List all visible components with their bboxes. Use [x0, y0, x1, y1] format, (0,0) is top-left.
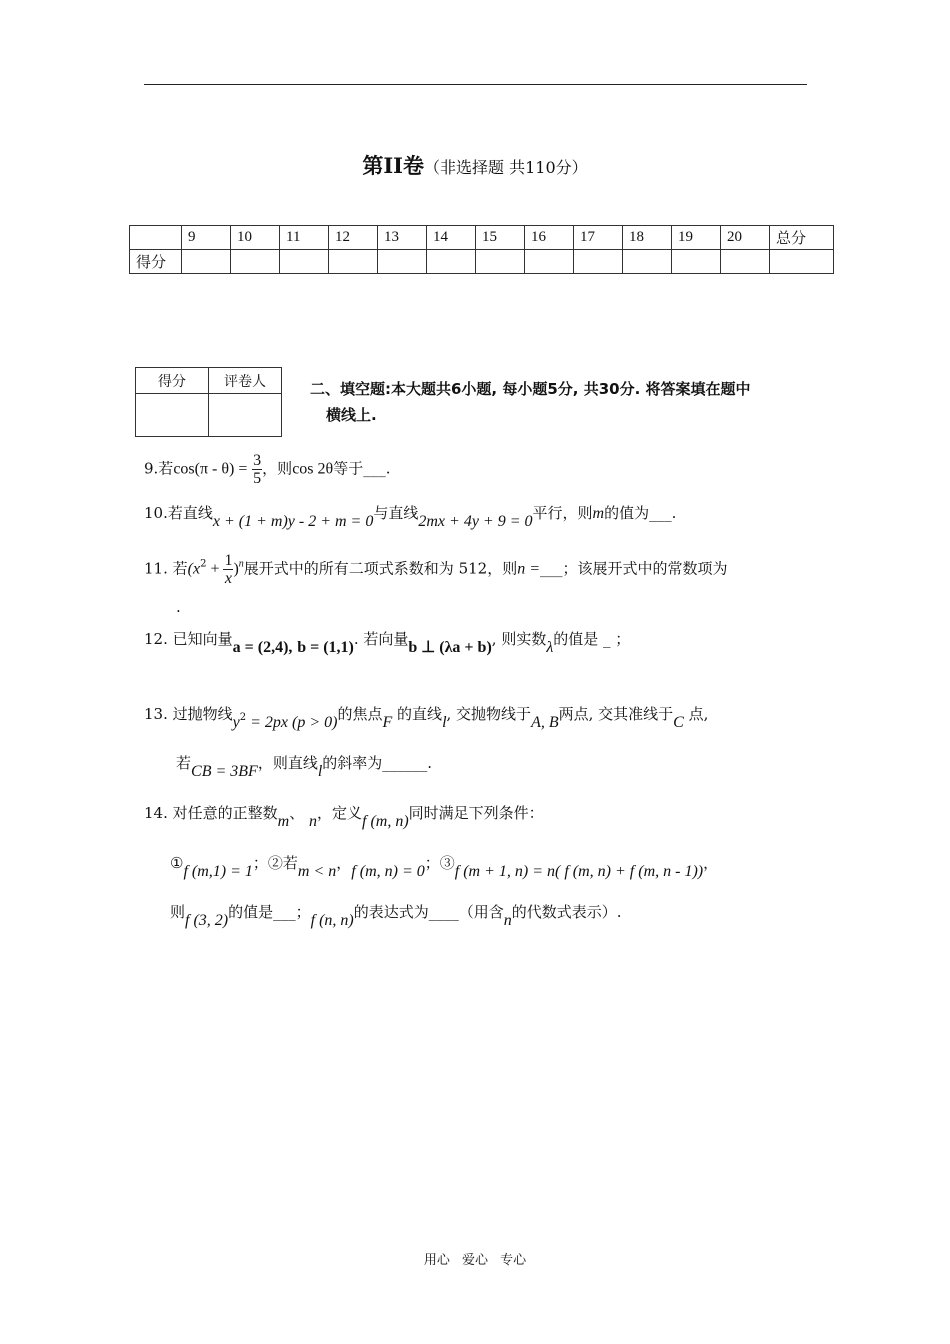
q10-var: m: [592, 505, 605, 522]
q13-t2: 的直线: [397, 705, 443, 723]
q13-l2: l: [317, 763, 323, 780]
q13-parab: y: [232, 714, 240, 731]
score-cell[interactable]: [721, 250, 770, 274]
score-header-cell: 15: [476, 226, 525, 250]
q14-l3c: 的表达式为____（用含: [353, 903, 504, 921]
q10-mid: 与直线: [373, 504, 419, 522]
score-header-cell: 总分: [770, 226, 834, 250]
q14-c2f: f (m, n) = 0: [351, 863, 425, 880]
q11-frac-num: 1: [224, 552, 233, 569]
q14-s2: ，: [336, 854, 352, 872]
q13-F: F: [382, 714, 393, 731]
q11-tail: ___；该展开式中的常数项为: [540, 559, 728, 578]
q11-number: 11. 若: [144, 559, 188, 578]
q11-expr: (x: [187, 560, 201, 578]
q13-C: C: [673, 714, 684, 731]
q14-f32: f (3, 2): [185, 912, 229, 929]
q14-line-3: [170, 901, 622, 929]
q11-frac-den: x: [224, 570, 233, 587]
q13-l2-mid: ，则直线: [257, 754, 318, 772]
q14-conditions: [170, 852, 719, 880]
q10-number: 10.若直线: [144, 504, 213, 522]
score-cell[interactable]: [770, 250, 834, 274]
q11-plus: +: [206, 560, 224, 578]
q10-tail2: 的值为___.: [604, 504, 677, 522]
score-header-cell: 18: [623, 226, 672, 250]
score-cell[interactable]: [427, 250, 476, 274]
page-title: [0, 150, 950, 180]
question-12: [144, 628, 631, 656]
q14-l3d: 的代数式表示）.: [511, 903, 622, 921]
score-value-row: [130, 250, 834, 274]
q12-perp: b ⊥ (λa + b): [408, 639, 492, 656]
score-cell[interactable]: [231, 250, 280, 274]
q9-tail: 等于___.: [333, 459, 391, 478]
q14-c3e: f (m + 1, n) = n( f (m, n) + f (m, n - 1)): [454, 863, 704, 880]
title-sub: （非选择题 共110分）: [424, 158, 588, 177]
q11-exp2: 2: [200, 558, 207, 570]
score-cell[interactable]: [476, 250, 525, 274]
score-header-cell: 12: [329, 226, 378, 250]
score-table: [129, 225, 834, 274]
section-line-1: 二、填空题:本大题共6小题, 每小题5分, 共30分. 将答案填在题中: [310, 380, 751, 398]
q14-l3b: 的值是___；: [228, 903, 311, 921]
question-13: [144, 703, 709, 731]
q12-a: a = (2,4),: [232, 639, 293, 656]
q14-c2e: m < n: [297, 863, 337, 880]
page-footer: 用心 爱心 专心: [423, 1253, 527, 1268]
grader-score-cell[interactable]: [136, 394, 209, 437]
q14-t2: 同时满足下列条件：: [408, 804, 544, 822]
q13-t4: 两点, 交其准线于: [558, 705, 674, 723]
q14-c1: ①: [170, 854, 184, 872]
grader-name-label: 评卷人: [209, 368, 282, 394]
q13-t5: 点,: [688, 705, 709, 723]
q12-mid: . 若向量: [353, 630, 409, 648]
title-main: 第II卷: [362, 153, 424, 178]
score-header-row: [130, 226, 834, 250]
score-header-cell: 9: [182, 226, 231, 250]
grader-name-cell[interactable]: [209, 394, 282, 437]
q13-number: 13. 过抛物线: [144, 705, 233, 723]
q12-b: b = (1,1): [297, 639, 354, 656]
q11-text: 展开式中的所有二项式系数和为 512，则: [243, 559, 518, 578]
q11-exp-n: n: [238, 558, 244, 570]
score-header-cell: 13: [378, 226, 427, 250]
q9-expr: cos(π - θ) =: [173, 460, 248, 478]
q9-number: 9.若: [144, 459, 174, 478]
q14-t1: ，定义: [316, 804, 362, 822]
score-header-cell: 19: [672, 226, 721, 250]
score-header-cell: 14: [427, 226, 476, 250]
q9-fraction: [252, 452, 262, 487]
score-cell[interactable]: [280, 250, 329, 274]
q13-parab-exp: 2: [239, 712, 247, 723]
q11-paren: ): [233, 560, 239, 578]
q14-number: 14. 对任意的正整数: [144, 804, 278, 822]
q9-mid: ，则: [262, 459, 293, 478]
q13-cond: CB = 3BF: [191, 763, 258, 780]
q9-frac-num: 3: [253, 452, 262, 469]
score-cell[interactable]: [378, 250, 427, 274]
score-cell[interactable]: [623, 250, 672, 274]
grader-table: [135, 367, 282, 437]
q13-line-2: [176, 752, 433, 780]
q13-t1: 的焦点: [337, 705, 383, 723]
score-header-cell: [130, 226, 182, 250]
score-row-label: 得分: [130, 250, 182, 274]
q14-s3: ；③: [424, 854, 455, 872]
q14-l3a: 则: [170, 903, 186, 921]
score-cell[interactable]: [329, 250, 378, 274]
q11-n-eq: n =: [517, 560, 540, 578]
score-cell[interactable]: [672, 250, 721, 274]
q14-m: m: [277, 813, 290, 830]
score-cell[interactable]: [525, 250, 574, 274]
q14-n: n: [308, 813, 317, 830]
score-header-cell: 10: [231, 226, 280, 250]
question-10: [144, 502, 677, 530]
q14-c1e: f (m,1) = 1: [183, 863, 253, 880]
score-cell[interactable]: [182, 250, 231, 274]
q11-fraction: [223, 552, 233, 587]
q14-sep: 、: [289, 804, 305, 822]
q14-f: f (m, n): [362, 813, 409, 830]
question-9: [144, 452, 390, 487]
q14-s1: ；②若: [252, 854, 298, 872]
score-header-cell: 20: [721, 226, 770, 250]
score-cell[interactable]: [574, 250, 623, 274]
q13-l2-pre: 若: [176, 754, 192, 772]
q9-expr2: cos 2θ: [292, 460, 334, 478]
q10-tail1: 平行，则: [532, 504, 593, 522]
q13-parab-rest: = 2px (p > 0): [246, 714, 338, 731]
q12-tail2: 的值是 _ ；: [553, 630, 631, 648]
score-header-cell: 17: [574, 226, 623, 250]
q14-fnn: f (n, n): [310, 912, 354, 929]
q14-nvar: n: [503, 912, 512, 929]
q13-t3: , 交抛物线于: [446, 705, 532, 723]
q13-AB: A, B: [531, 714, 559, 731]
section-heading: [310, 376, 810, 428]
q13-l2-tail: 的斜率为______.: [322, 754, 433, 772]
q11-dot: .: [176, 598, 181, 616]
header-rule: [144, 84, 807, 85]
q9-frac-den: 5: [253, 470, 262, 487]
score-header-cell: 11: [280, 226, 329, 250]
question-11: [144, 552, 728, 587]
score-header-cell: 16: [525, 226, 574, 250]
question-14: [144, 802, 544, 830]
section-line-2: 横线上.: [326, 406, 377, 424]
q12-number: 12. 已知向量: [144, 630, 233, 648]
q12-tail1: , 则实数: [491, 630, 547, 648]
q12-lambda: λ: [546, 639, 554, 656]
q13-l: l: [442, 714, 447, 731]
q10-expr2: 2mx + 4y + 9 = 0: [418, 513, 533, 530]
grader-score-label: 得分: [136, 368, 209, 394]
q14-s4: ，: [703, 854, 719, 872]
q10-expr1: x + (1 + m)y - 2 + m = 0: [212, 513, 374, 530]
